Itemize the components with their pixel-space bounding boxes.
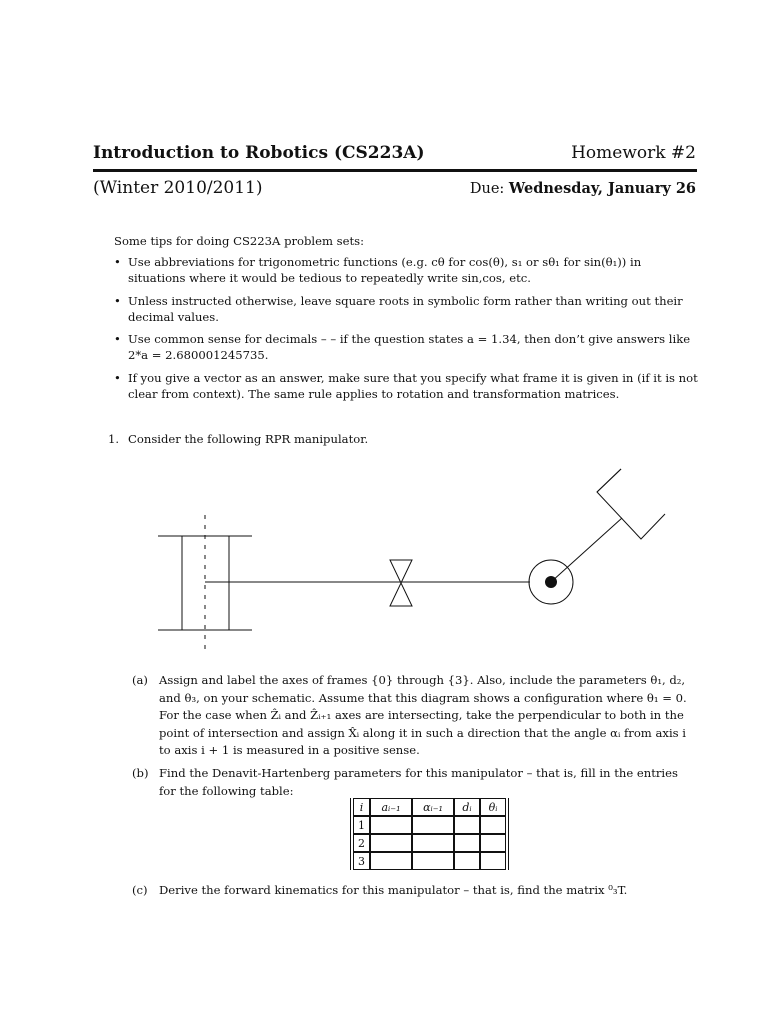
tips-intro: Some tips for doing CS223A problem sets:: [114, 234, 365, 248]
dh-header-row: [353, 798, 506, 816]
dh-header: i: [353, 798, 370, 816]
part-label: (c): [132, 883, 148, 897]
part-b: [132, 765, 698, 800]
bullet-icon: •: [114, 255, 121, 269]
dh-row: [353, 834, 506, 852]
dh-table: [350, 798, 509, 870]
term: (Winter 2010/2011): [93, 178, 263, 198]
tip-text: Use common sense for decimals – – if the question states a = 1.34, then don’t give answers like 2*a = 2.680001245735.: [128, 332, 691, 362]
part-a: [132, 672, 698, 760]
gripper-jaws: [597, 469, 665, 539]
part-label: (b): [132, 766, 149, 780]
dh-header: αᵢ₋₁: [412, 798, 454, 816]
link-3: [551, 518, 622, 582]
question-text: Consider the following RPR manipulator.: [128, 432, 369, 446]
part-label: (a): [132, 673, 148, 687]
prismatic-joint-icon: [390, 560, 412, 606]
revolute-joint-center-icon: [545, 576, 557, 588]
due-date: Wednesday, January 26: [508, 180, 696, 197]
due-label: Due:: [469, 181, 505, 197]
part-c: [132, 882, 698, 900]
bullet-icon: •: [114, 332, 121, 346]
part-text: Assign and label the axes of frames {0} through {3}. Also, include the parameters θ₁, d₂, and θ₃, on your schematic. Assume that this diagram shows a configuration where θ₁ = 0. For the case when Ẑᵢ and Ẑᵢ₊₁ axes are intersecting, take the perpendicular to both in the point of intersection and assign X̂ᵢ along it in such a direction that the angle αᵢ from axis i to axis i + 1 is measured in a positive sense.: [159, 673, 687, 757]
dh-header: aᵢ₋₁: [370, 798, 412, 816]
question-number: 1.: [108, 432, 120, 446]
bullet-icon: •: [114, 293, 121, 308]
part-text: Find the Denavit-Hartenberg parameters for this manipulator – that is, fill in the entries for the following table:: [159, 766, 678, 798]
dh-row: [353, 816, 506, 834]
tip-text: If you give a vector as an answer, make sure that you specify what frame it is given in (if it is not clear from context). The same rule applies to rotation and transformation matrices.: [128, 370, 698, 401]
dh-header: θᵢ: [480, 798, 506, 816]
dh-row: [353, 852, 506, 870]
dh-row-index: 1: [353, 816, 370, 834]
dh-row-index: 2: [353, 834, 370, 852]
tip-text: Use abbreviations for trigonometric functions (e.g. cθ for cos(θ), s₁ or sθ₁ for sin(θ₁)) in situations where it would be tedious to repeatedly write sin,cos, etc.: [128, 255, 642, 285]
dh-header: dᵢ: [454, 798, 480, 816]
homework-number: Homework #2: [571, 143, 696, 163]
part-text: Derive the forward kinematics for this manipulator – that is, find the matrix ⁰₃T.: [159, 883, 628, 897]
bullet-icon: •: [114, 370, 121, 385]
dh-row-index: 3: [353, 852, 370, 870]
tip-text: Unless instructed otherwise, leave square roots in symbolic form rather than writing out their decimal values.: [128, 293, 683, 324]
course-title: Introduction to Robotics (CS223A): [93, 143, 425, 163]
